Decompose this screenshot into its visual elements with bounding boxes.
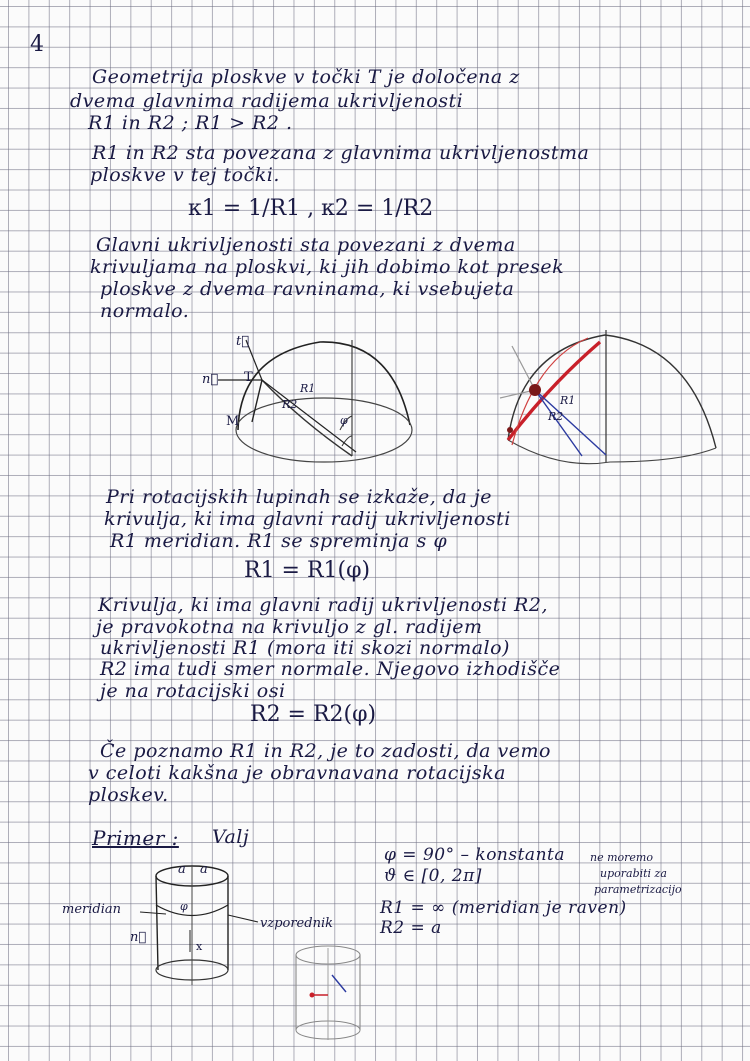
phi-label-left: φ: [340, 414, 348, 427]
meridian-label: meridian: [62, 902, 121, 917]
paragraph4-line3: R1 meridian. R1 se spreminja s φ: [110, 530, 448, 552]
paragraph4-line2: krivulja, ki ima glavni radij ukrivljenosti: [104, 508, 511, 530]
phi-constant-line: φ = 90° – konstanta: [384, 845, 565, 865]
paragraph5-line5: je na rotacijski osi: [100, 680, 286, 702]
r2-label-right: R2: [548, 410, 564, 423]
theta-range-line: ϑ ∈ [0, 2π]: [384, 866, 482, 886]
paragraph1-line3: R1 in R2 ; R1 > R2 .: [88, 112, 293, 134]
vzporednik-label: vzporednik: [260, 916, 333, 931]
paragraph5-line4: R2 ima tudi smer normale. Njegovo izhodišče: [100, 658, 561, 680]
cylinder-phi-label: φ: [180, 900, 188, 913]
param-note-line1: ne moremo: [590, 851, 653, 864]
r1-label-left: R1: [300, 382, 316, 395]
paragraph6-line1: Če poznamo R1 in R2, je to zadosti, da vemo: [100, 740, 551, 762]
curvature-formula: κ1 = 1/R1 , κ2 = 1/R2: [188, 196, 434, 221]
page-number: 4: [30, 32, 44, 57]
cylinder-x-label: x: [196, 940, 203, 953]
paragraph5-line2: je pravokotna na krivuljo z gl. radijem: [96, 616, 483, 638]
r2-formula: R2 = R2(φ): [250, 702, 377, 727]
paragraph3-line3: ploskve z dvema ravninama, ki vsebujeta: [100, 278, 515, 300]
paragraph3-line4: normalo.: [100, 300, 190, 322]
r2-label-left: R2: [282, 398, 298, 411]
paragraph2-line1: R1 in R2 sta povezana z glavnima ukrivljenostma: [92, 142, 590, 164]
paragraph3-line1: Glavni ukrivljenosti sta povezani z dvema: [96, 234, 516, 256]
t-vector-label: t⃗: [236, 334, 250, 349]
param-note-line2: uporabiti za: [600, 867, 667, 880]
r1-label-right: R1: [560, 394, 576, 407]
param-note-line3: parametrizacijo: [594, 883, 682, 896]
paragraph4-line1: Pri rotacijskih lupinah se izkaže, da je: [106, 486, 493, 508]
paragraph3-line2: krivuljama na ploskvi, ki jih dobimo kot presek: [90, 256, 565, 278]
r1-formula: R1 = R1(φ): [244, 558, 371, 583]
paragraph6-line2: v celoti kakšna je obravnavana rotacijska: [88, 762, 506, 784]
paragraph5-line3: ukrivljenosti R1 (mora iti skozi normalo): [100, 637, 510, 659]
r1-infinity-line: R1 = ∞ (meridian je raven): [380, 898, 627, 918]
r2-a-line: R2 = a: [380, 918, 442, 938]
paragraph2-line2: ploskve v tej točki.: [90, 164, 280, 186]
point-m-label: M: [226, 414, 240, 429]
point-t-label: T: [244, 370, 253, 385]
paragraph5-line1: Krivulja, ki ima glavni radij ukrivljenosti R2,: [98, 594, 548, 616]
paragraph6-line3: ploskev.: [88, 784, 169, 806]
paragraph1-line1: Geometrija ploskve v točki T je določena z: [92, 66, 520, 88]
paragraph1-line2: dvema glavnima radijema ukrivljenosti: [70, 90, 464, 112]
example-subject: Valj: [212, 826, 250, 848]
example-heading: Primer :: [92, 826, 179, 850]
cylinder-a-label-left: a: [178, 862, 186, 877]
cylinder-n-label: n⃗: [130, 930, 147, 945]
n-vector-label: n⃗: [202, 372, 219, 387]
cylinder-a-label-right: a: [200, 862, 208, 877]
